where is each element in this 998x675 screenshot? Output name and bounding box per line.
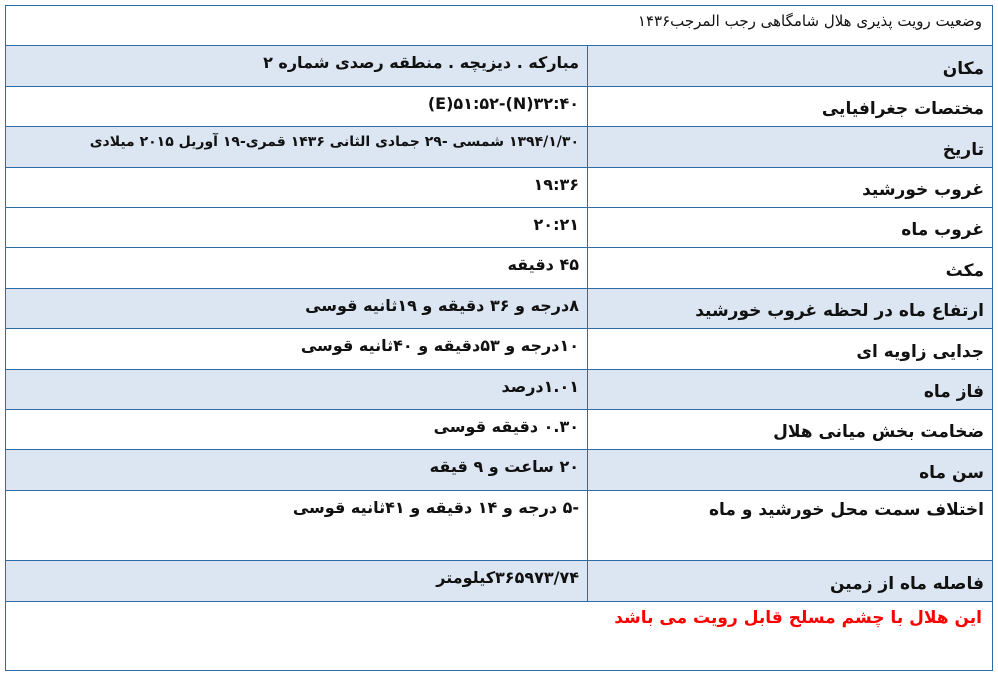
row-sunset <box>6 168 992 208</box>
moon-visibility-table <box>5 5 993 671</box>
row-azimuth-difference <box>6 491 992 561</box>
label-crescent-width: ضخامت بخش میانی هلال <box>587 410 992 449</box>
table-title: وضعیت رویت پذیری هلال شامگاهی رجب المرجب۱۴۳۶ <box>6 6 992 46</box>
row-lag <box>6 248 992 289</box>
value-lag: ۴۵ دقیقه <box>507 255 579 274</box>
row-crescent-width <box>6 410 992 450</box>
label-date: تاریخ <box>587 127 992 167</box>
row-moon-phase <box>6 370 992 410</box>
value-moon-altitude: ۸درجه و ۳۶ دقیقه و ۱۹ثانیه قوسی <box>305 296 579 315</box>
value-coordinates: (E)۵۱:۵۲-(N)۳۲:۴۰ <box>427 94 579 113</box>
value-crescent-width: ۰.۳۰ دقیقه قوسی <box>433 417 579 436</box>
label-moon-phase: فاز ماه <box>587 370 992 409</box>
label-lag: مکث <box>587 248 992 288</box>
value-elongation: ۱۰درجه و ۵۳دقیقه و ۴۰ثانیه قوسی <box>300 336 579 355</box>
label-moon-distance: فاصله ماه از زمین <box>587 561 992 601</box>
value-moon-distance: ۳۶۵۹۷۳/۷۴کیلومتر <box>436 568 579 587</box>
row-date <box>6 127 992 168</box>
row-moon-altitude <box>6 289 992 329</box>
row-moon-age <box>6 450 992 491</box>
value-moon-phase: ۱.۰۱درصد <box>501 377 579 396</box>
label-moonset: غروب ماه <box>587 208 992 247</box>
row-moonset <box>6 208 992 248</box>
value-sunset: ۱۹:۳۶ <box>533 175 579 194</box>
row-coordinates <box>6 87 992 127</box>
value-azimuth-difference: -۵ درجه و ۱۴ دقیقه و ۴۱ثانیه قوسی <box>292 498 579 517</box>
label-azimuth-difference: اختلاف سمت محل خورشید و ماه <box>587 491 992 560</box>
row-elongation <box>6 329 992 370</box>
row-location <box>6 46 992 87</box>
row-moon-distance <box>6 561 992 602</box>
label-elongation: جدایی زاویه ای <box>587 329 992 369</box>
label-sunset: غروب خورشید <box>587 168 992 207</box>
label-coordinates: مختصات جغرافیایی <box>587 87 992 126</box>
label-moon-altitude: ارتفاع ماه در لحظه غروب خورشید <box>587 289 992 328</box>
visibility-note: این هلال با چشم مسلح قابل رویت می باشد <box>614 608 982 628</box>
label-moon-age: سن ماه <box>587 450 992 490</box>
label-location: مکان <box>587 46 992 86</box>
value-date: ۱۳۹۴/۱/۳۰ شمسی -۲۹ جمادی الثانی ۱۴۳۶ قمری-۱۹ آوریل ۲۰۱۵ میلادی <box>89 134 579 150</box>
value-moonset: ۲۰:۲۱ <box>533 215 579 234</box>
value-moon-age: ۲۰ ساعت و ۹ قیقه <box>429 457 579 476</box>
value-location: مبارکه . دیزیچه . منطقه رصدی شماره ۲ <box>263 53 579 72</box>
